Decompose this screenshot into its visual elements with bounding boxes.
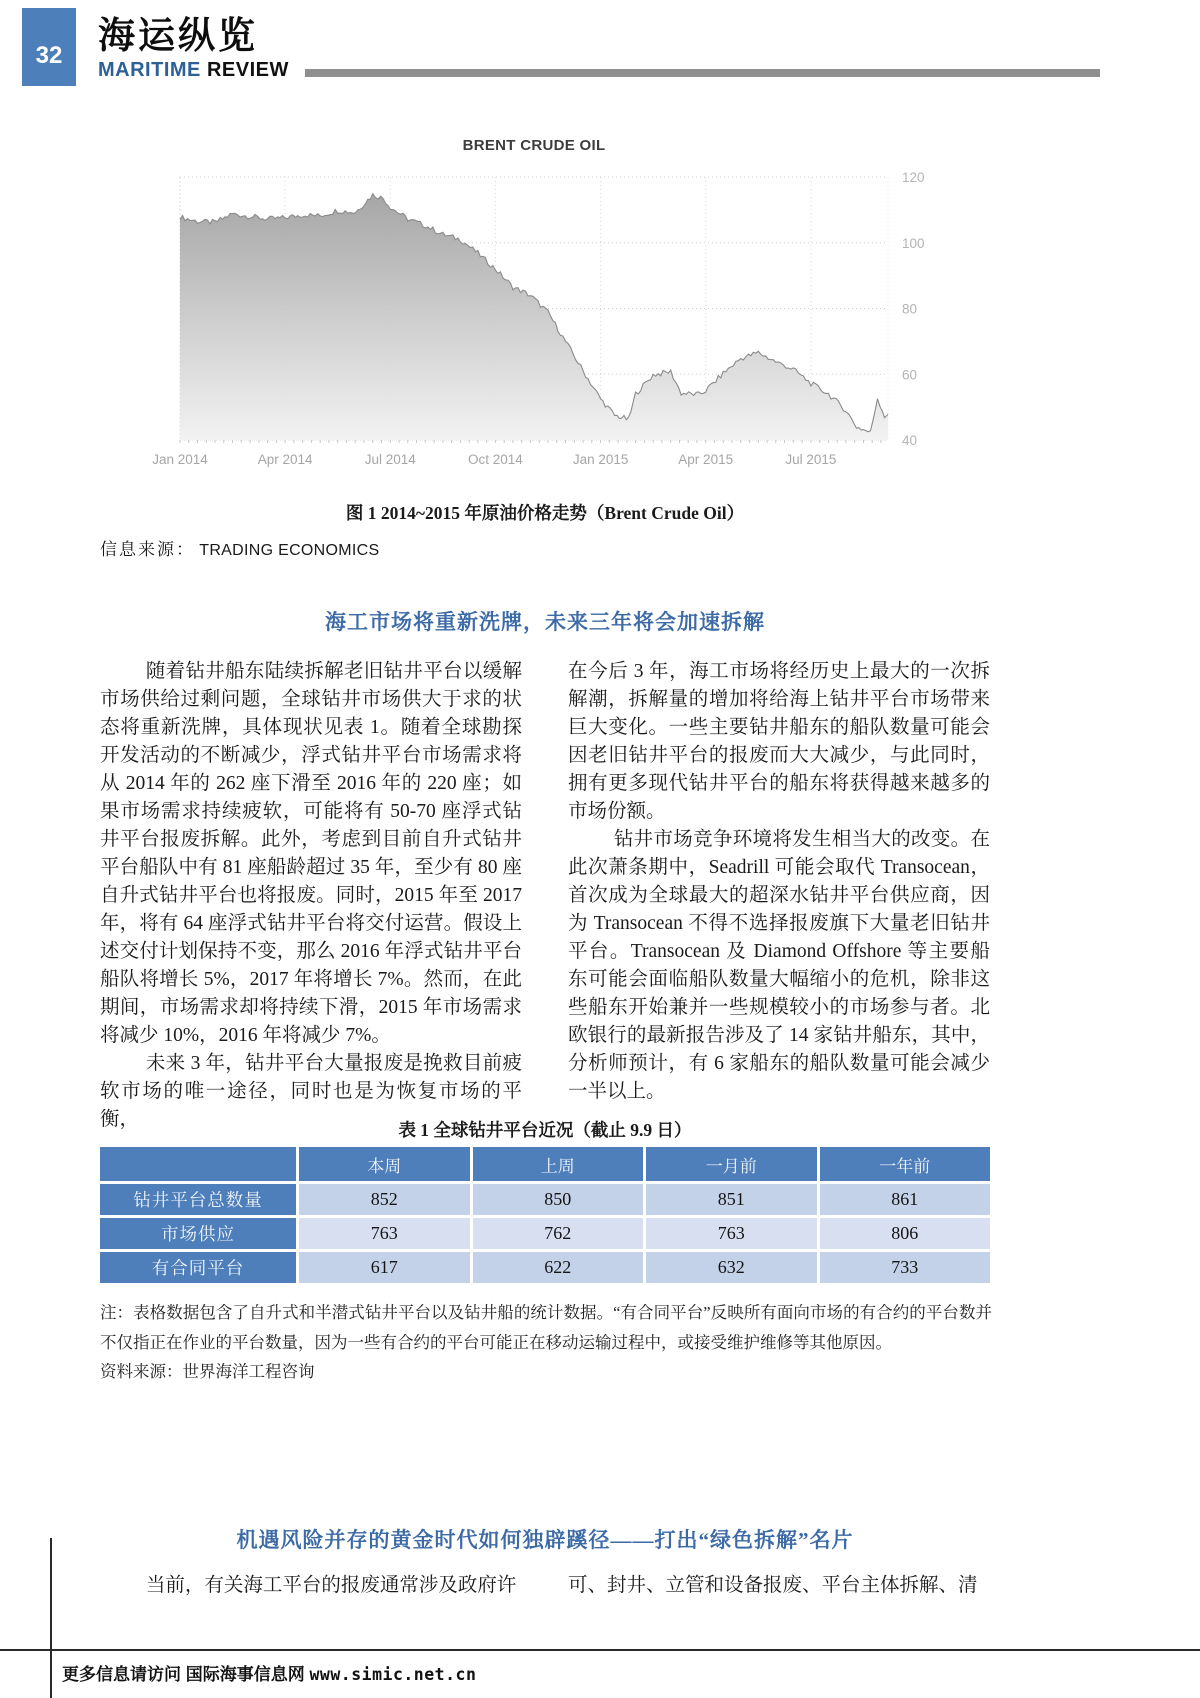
section1-column-left bbox=[100, 658, 522, 1134]
table-caption: 表 1 全球钻井平台近况（截止 9.9 日） bbox=[398, 1120, 692, 1140]
section2-column-left bbox=[100, 1572, 522, 1600]
magazine-title-en-review: REVIEW bbox=[206, 59, 289, 81]
table-cell: 632 bbox=[646, 1252, 817, 1283]
svg-text:60: 60 bbox=[902, 367, 918, 383]
table-note-block bbox=[100, 1298, 992, 1387]
body-paragraph: 可、封井、立管和设备报废、平台主体拆解、清 bbox=[568, 1575, 978, 1596]
page-number: 32 bbox=[35, 42, 63, 69]
table-header-cell bbox=[100, 1147, 296, 1181]
magazine-title-en bbox=[98, 58, 289, 82]
body-paragraph: 未来 3 年，钻井平台大量报废是挽救目前疲软市场的唯一途径，同时也是为恢复市场的平衡， bbox=[100, 1053, 522, 1130]
magazine-title-cn: 海运纵览 bbox=[98, 15, 258, 56]
footer-text bbox=[62, 1660, 476, 1685]
magazine-title-en-maritime: MARITIME bbox=[98, 59, 201, 81]
table-source: 资料来源：世界海洋工程咨询 bbox=[100, 1362, 315, 1381]
body-paragraph: 当前，有关海工平台的报废通常涉及政府许 bbox=[145, 1575, 517, 1596]
table-cell: 733 bbox=[820, 1252, 991, 1283]
section2-column-right bbox=[568, 1572, 990, 1600]
table-header-cell: 上周 bbox=[473, 1147, 644, 1181]
table-cell: 852 bbox=[299, 1184, 470, 1215]
table-cell: 851 bbox=[646, 1184, 817, 1215]
site-url: www.simic.net.cn bbox=[309, 1665, 477, 1684]
table-cell: 861 bbox=[820, 1184, 991, 1215]
section1-heading: 海工市场将重新洗牌，未来三年将会加速拆解 bbox=[325, 610, 765, 634]
svg-text:80: 80 bbox=[902, 301, 918, 317]
section1-columns bbox=[100, 658, 990, 1134]
page-header bbox=[22, 8, 289, 86]
svg-text:Jan 2015: Jan 2015 bbox=[572, 452, 629, 467]
figure-source bbox=[100, 535, 379, 560]
table-row-label: 钻井平台总数量 bbox=[100, 1184, 296, 1215]
table-cell: 762 bbox=[473, 1218, 644, 1249]
table-row-label: 市场供应 bbox=[100, 1218, 296, 1249]
footer-label: 更多信息请访问 国际海事信息网 bbox=[62, 1665, 305, 1684]
svg-text:40: 40 bbox=[902, 433, 918, 448]
table-header-cell: 一年前 bbox=[820, 1147, 991, 1181]
footer-rule bbox=[0, 1649, 1200, 1651]
body-paragraph: 钻井市场竞争环境将发生相当大的改变。在此次萧条期中，Seadrill 可能会取代 Transocean，首次成为全球最大的超深水钻井平台供应商，因为 Transocean 不得不选择报废旗下大量老旧钻井平台。Transocean 及 Diamond Offshore 等主要船东可能会面临船队数量大幅缩小的危机，除非这些船东开始兼并一些规模较小的市场参与者。北欧银行的最新报告涉及了 14 家钻井船东，其中，分析师预计，有 6 家船东的船队数量可能会减少一半以上。 bbox=[568, 829, 990, 1102]
table-note: 注：表格数据包含了自升式和半潜式钻井平台以及钻井船的统计数据。“有合同平台”反映所有面向市场的有合约的平台数并不仅指正在作业的平台数量，因为一些有合约的平台可能正在移动运输过程中，或接受维护维修等其他原因。 bbox=[100, 1303, 992, 1352]
table-cell: 806 bbox=[820, 1218, 991, 1249]
page-number-badge bbox=[22, 8, 76, 86]
body-paragraph: 随着钻井船东陆续拆解老旧钻井平台以缓解市场供给过剩问题，全球钻井市场供大于求的状态将重新洗牌，具体现状见表 1。随着全球勘探开发活动的不断减少，浮式钻井平台市场需求将从 2014 年的 262 座下滑至 2016 年的 220 座；如果市场需求持续疲软，可能将有 50-70 座浮式钻井平台报废拆解。此外，考虑到目前自升式钻井平台船队中有 81 座船龄超过 35 年，至少有 80 座自升式钻井平台也将报废。同时，2015 年至 2017 年，将有 64 座浮式钻井平台将交付运营。假设上述交付计划保持不变，那么 2016 年浮式钻井平台船队将增长 5%，2017 年将增长 7%。然而，在此期间，市场需求却将持续下滑，2015 年市场需求将减少 10%，2016 年将减少 7%。 bbox=[100, 661, 522, 1046]
svg-text:BRENT CRUDE OIL: BRENT CRUDE OIL bbox=[462, 137, 606, 154]
section2-columns bbox=[100, 1572, 990, 1600]
section1-column-right bbox=[568, 658, 990, 1134]
section2-heading: 机遇风险并存的黄金时代如何独辟蹊径——打出“绿色拆解”名片 bbox=[236, 1528, 854, 1552]
table-row-label: 有合同平台 bbox=[100, 1252, 296, 1283]
table-cell: 763 bbox=[646, 1218, 817, 1249]
figure-source-value: TRADING ECONOMICS bbox=[199, 542, 380, 559]
brent-chart-svg bbox=[135, 130, 965, 480]
svg-text:Oct 2014: Oct 2014 bbox=[468, 452, 523, 467]
rigs-table bbox=[100, 1147, 990, 1283]
table-header-cell: 本周 bbox=[299, 1147, 470, 1181]
table-header-cell: 一月前 bbox=[646, 1147, 817, 1181]
figure-source-label: 信息来源： bbox=[100, 540, 195, 559]
header-rule bbox=[305, 69, 1100, 77]
svg-text:Jul 2014: Jul 2014 bbox=[364, 452, 416, 467]
magazine-titles bbox=[98, 8, 289, 82]
svg-text:120: 120 bbox=[902, 170, 925, 185]
svg-text:100: 100 bbox=[902, 235, 925, 251]
brent-crude-chart bbox=[135, 130, 965, 480]
table-cell: 763 bbox=[299, 1218, 470, 1249]
svg-text:Jan 2014: Jan 2014 bbox=[152, 452, 208, 467]
figure-caption: 图 1 2014~2015 年原油价格走势（Brent Crude Oil） bbox=[345, 503, 745, 523]
table-cell: 622 bbox=[473, 1252, 644, 1283]
footer-vertical-rule bbox=[50, 1538, 52, 1698]
svg-text:Apr 2015: Apr 2015 bbox=[678, 452, 734, 467]
svg-text:Jul 2015: Jul 2015 bbox=[785, 452, 837, 467]
table-cell: 850 bbox=[473, 1184, 644, 1215]
body-paragraph: 在今后 3 年，海工市场将经历史上最大的一次拆解潮，拆解量的增加将给海上钻井平台市场带来巨大变化。一些主要钻井船东的船队数量可能会因老旧钻井平台的报废而大大减少，与此同时，拥有更多现代钻井平台的船东将获得越来越多的市场份额。 bbox=[568, 661, 990, 822]
svg-text:Apr 2014: Apr 2014 bbox=[257, 452, 313, 467]
table-cell: 617 bbox=[299, 1252, 470, 1283]
